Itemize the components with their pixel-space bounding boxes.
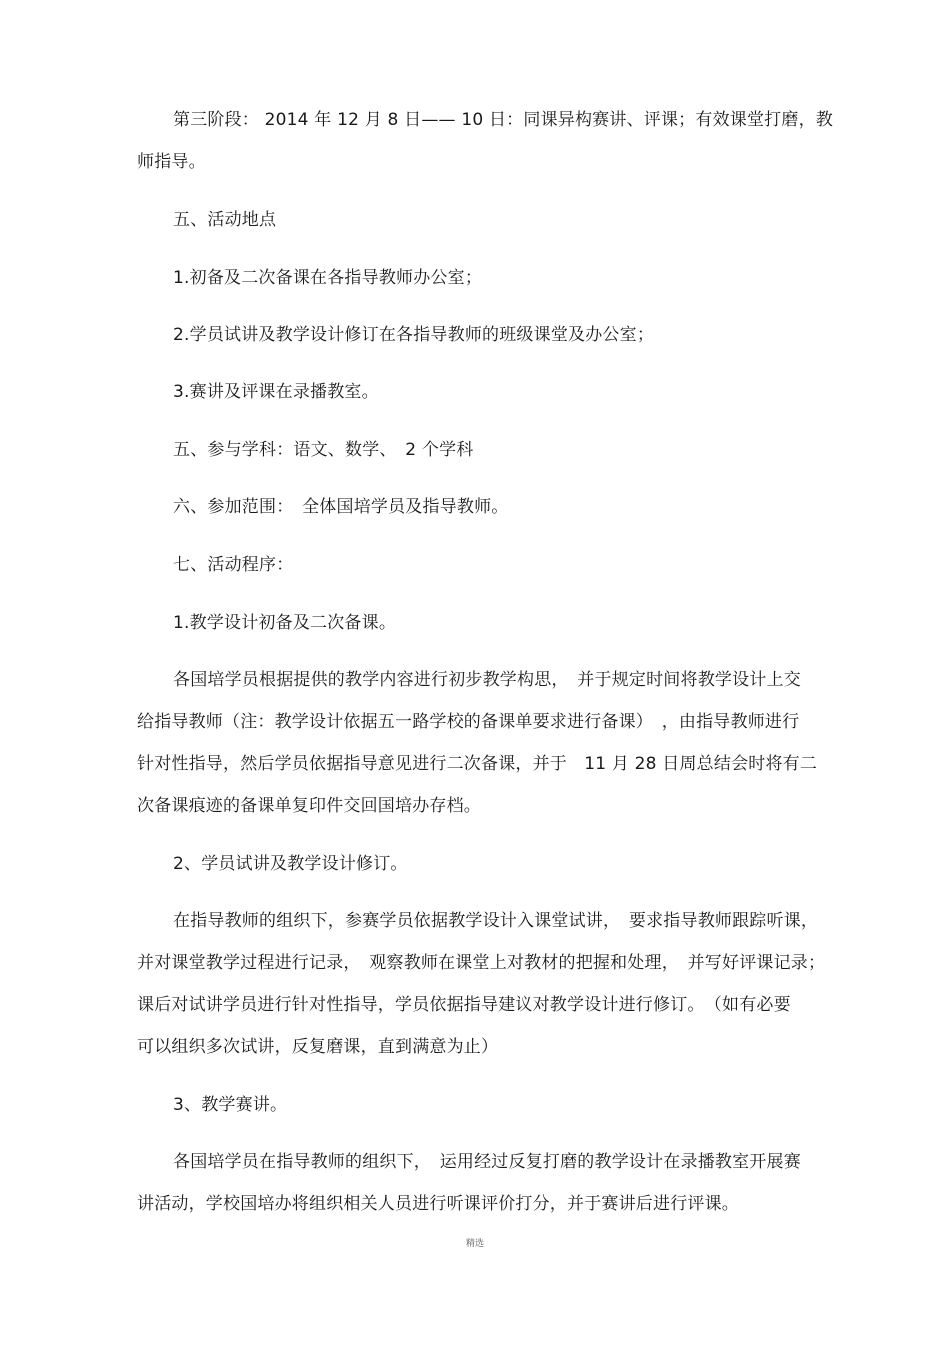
para-stage-three-line2: 师指导。 bbox=[137, 152, 206, 172]
heading-activity-location: 五、活动地点 bbox=[173, 210, 277, 230]
procedure-step-1-title: 1.教学设计初备及二次备课。 bbox=[173, 613, 397, 633]
page-footer-label: 精选 bbox=[465, 1239, 484, 1249]
heading-procedure: 七、活动程序： bbox=[173, 555, 294, 575]
procedure-step-1-line2: 给指导教师（注：教学设计依据五一路学校的备课单要求进行备课） ，由指导教师进行 bbox=[137, 712, 800, 732]
procedure-step-2-line1: 在指导教师的组织下，参赛学员依据教学设计入课堂试讲， 要求指导教师跟踪听课， bbox=[173, 911, 819, 931]
procedure-step-3-line1: 各国培学员在指导教师的组织下， 运用经过反复打磨的教学设计在录播教室开展赛 bbox=[173, 1152, 801, 1172]
procedure-step-1-line3: 针对性指导，然后学员依据指导意见进行二次备课，并于 11 月 28 日周总结会时将有二 bbox=[137, 754, 818, 774]
procedure-step-2-line2: 并对课堂教学过程进行记录， 观察教师在课堂上对教材的把握和处理， 并写好评课记录； bbox=[137, 953, 826, 973]
procedure-step-2-line4: 可以组织多次试讲，反复磨课，直到满意为止） bbox=[137, 1037, 499, 1057]
procedure-step-3-title: 3、教学赛讲。 bbox=[173, 1095, 288, 1115]
procedure-step-1-line4: 次备课痕迹的备课单复印件交回国培办存档。 bbox=[137, 796, 481, 816]
location-item-3: 3.赛讲及评课在录播教室。 bbox=[173, 382, 379, 402]
para-stage-three-line1: 第三阶段： 2014 年 12 月 8 日—— 10 日：同课异构赛讲、评课；有效课堂打磨，教 bbox=[173, 110, 833, 130]
procedure-step-1-line1: 各国培学员根据提供的教学内容进行初步教学构思， 并于规定时间将教学设计上交 bbox=[173, 670, 801, 690]
procedure-step-2-title: 2、学员试讲及教学设计修订。 bbox=[173, 854, 408, 874]
procedure-step-2-line3: 课后对试讲学员进行针对性指导，学员依据指导建议对教学设计进行修订。 （如有必要 bbox=[137, 995, 791, 1015]
heading-scope: 六、参加范围： 全体国培学员及指导教师。 bbox=[173, 497, 509, 517]
heading-subjects: 五、参与学科：语文、数学、 2 个学科 bbox=[173, 440, 474, 460]
procedure-step-3-line2: 讲活动，学校国培办将组织相关人员进行听课评价打分，并于赛讲后进行评课。 bbox=[137, 1194, 739, 1214]
location-item-1: 1.初备及二次备课在各指导教师办公室； bbox=[173, 268, 483, 288]
location-item-2: 2.学员试讲及教学设计修订在各指导教师的班级课堂及办公室； bbox=[173, 325, 655, 345]
